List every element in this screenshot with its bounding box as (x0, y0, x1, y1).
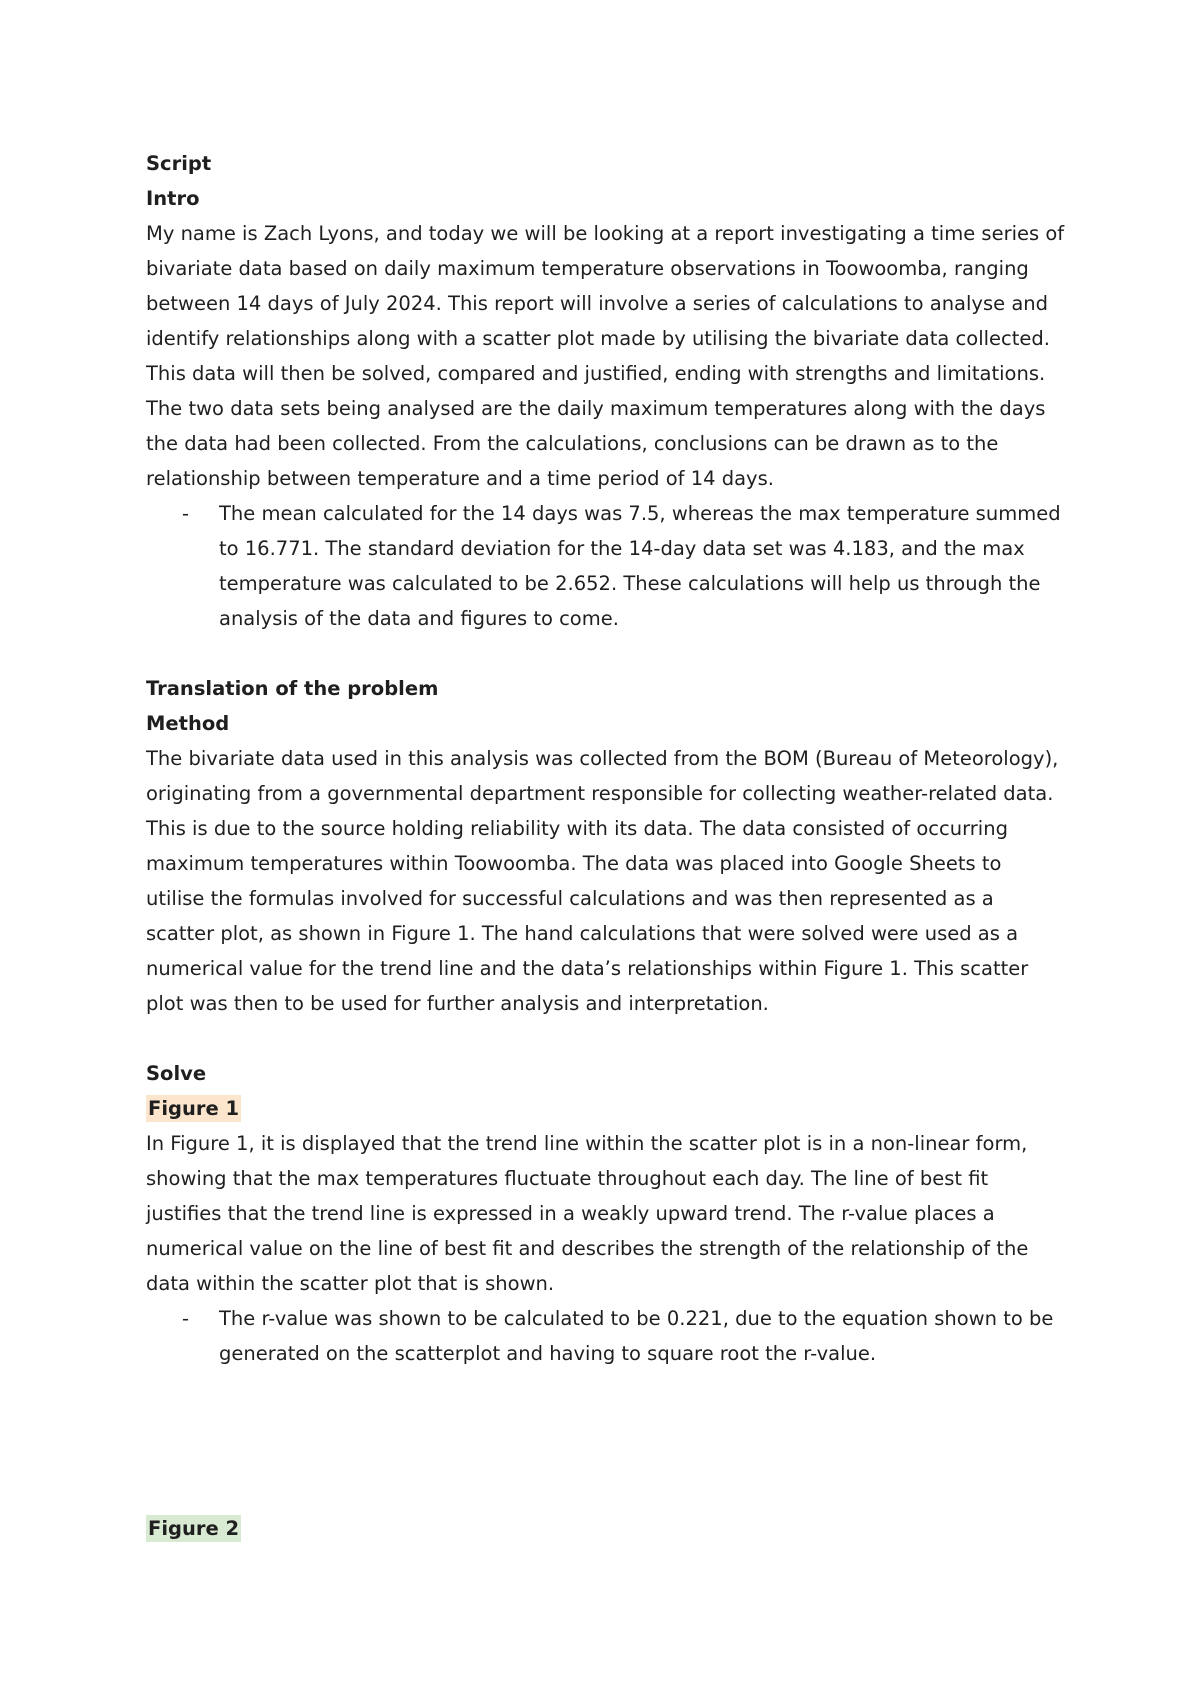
figure1-bullet-text: The r-value was shown to be calculated to be 0.221, due to the equation shown to be generated on the scatterplot and having to square root the r-value. (219, 1307, 1054, 1365)
method-paragraph: The bivariate data used in this analysis was collected from the BOM (Bureau of Meteorology), originating from a governmental department responsible for collecting weather-related data. This is due to the source holding reliability with its data. The data consisted of occurring maximum temperatures within Toowoomba. The data was placed into Google Sheets to utilise the formulas involved for successful calculations and was then represented as a scatter plot, as shown in Figure 1. The hand calculations that were solved were used as a numerical value for the trend line and the data’s relationships within Figure 1. This scatter plot was then to be used for further analysis and interpretation. (146, 747, 1059, 1015)
figure1-paragraph: In Figure 1, it is displayed that the trend line within the scatter plot is in a non-linear form, showing that the max temperatures fluctuate throughout each day. The line of best fit justifies that the trend line is expressed in a weakly upward trend. The r-value places a numerical value on the line of best fit and describes the strength of the relationship of the data within the scatter plot that is shown. (146, 1132, 1029, 1295)
bullet-marker: - (182, 502, 190, 525)
spacer (146, 1476, 1066, 1511)
intro-bullet-text: The mean calculated for the 14 days was 7.5, whereas the max temperature summed to 16.771. The standard deviation for the 14-day data set was 4.183, and the max temperature was calculated to be 2.652. These calculations will help us through the analysis of the data and figures to come. (219, 502, 1061, 630)
figure1-bullet-item (146, 1301, 1066, 1371)
intro-paragraph: My name is Zach Lyons, and today we will be looking at a report investigating a time series of bivariate data based on daily maximum temperature observations in Toowoomba, ranging between 14 days of July 2024. This report will involve a series of calculations to analyse and identify relationships along with a scatter plot made by utilising the bivariate data collected. This data will then be solved, compared and justified, ending with strengths and limitations. The two data sets being analysed are the daily maximum temperatures along with the days the data had been collected. From the calculations, conclusions can be drawn as to the relationship between temperature and a time period of 14 days. (146, 222, 1065, 490)
bullet-marker: - (182, 1307, 190, 1330)
intro-bullet-item (146, 496, 1066, 636)
figure2-label: Figure 2 (148, 1517, 240, 1540)
spacer (146, 1441, 1066, 1476)
translation-heading: Translation of the problem (146, 677, 439, 700)
intro-heading: Intro (146, 187, 200, 210)
document-page (146, 146, 1066, 1546)
figure2-heading (146, 1511, 1066, 1546)
figure1-heading (146, 1091, 1066, 1126)
method-heading: Method (146, 712, 230, 735)
spacer (146, 1371, 1066, 1406)
script-title: Script (146, 152, 212, 175)
spacer (146, 636, 1066, 671)
figure1-label: Figure 1 (148, 1097, 240, 1120)
spacer (146, 1406, 1066, 1441)
spacer (146, 1021, 1066, 1056)
solve-heading: Solve (146, 1062, 207, 1085)
